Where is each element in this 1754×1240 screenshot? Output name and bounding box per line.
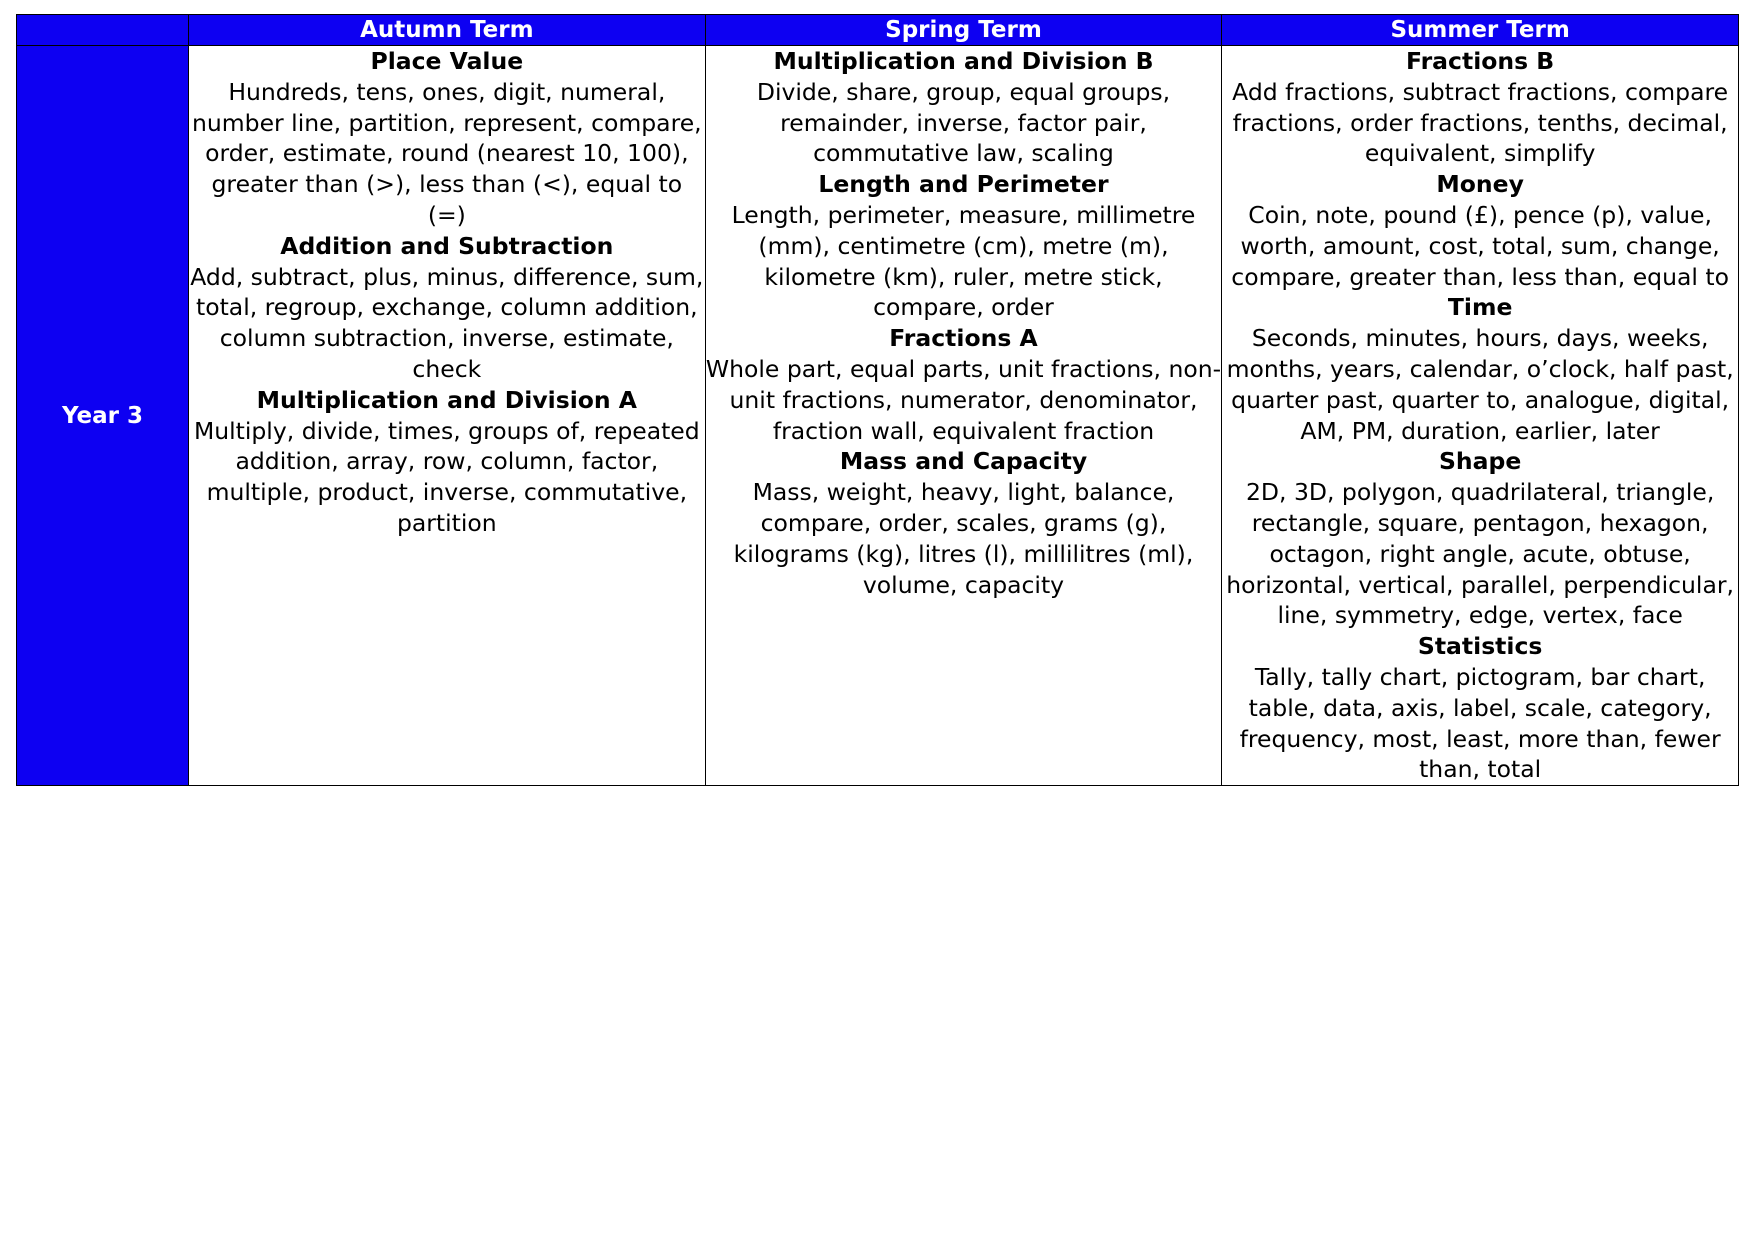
summer-term-cell bbox=[1222, 46, 1739, 786]
autumn-term-header: Autumn Term bbox=[189, 15, 706, 46]
topic-words: Divide, share, group, equal groups, remainder, inverse, factor pair, commutative law, scaling bbox=[756, 77, 1171, 168]
topic-words: Add fractions, subtract fractions, compare fractions, order fractions, tenths, decimal, equivalent, simplify bbox=[1232, 77, 1729, 168]
topic-words: Tally, tally chart, pictogram, bar chart, table, data, axis, label, scale, category, frequency, most, least, more than, fewer than, total bbox=[1239, 662, 1721, 784]
topic-title: Fractions A bbox=[889, 324, 1038, 353]
topic-words: 2D, 3D, polygon, quadrilateral, triangle, rectangle, square, pentagon, hexagon, octagon, right angle, acute, obtuse, horizontal, vertical, parallel, perpendicular, line, symmetry, edge, vertex, face bbox=[1226, 478, 1734, 630]
spring-term-cell bbox=[705, 46, 1222, 786]
term-header-row bbox=[17, 15, 1739, 46]
topic-words: Coin, note, pound (£), pence (p), value, worth, amount, cost, total, sum, change, compare, greater than, less than, equal to bbox=[1231, 200, 1729, 291]
topic-title: Time bbox=[1447, 293, 1513, 322]
topic-words: Whole part, equal parts, unit fractions, non-unit fractions, numerator, denominator, fraction wall, equivalent fraction bbox=[705, 354, 1222, 445]
topic-title: Shape bbox=[1439, 447, 1522, 476]
spring-term-header: Spring Term bbox=[705, 15, 1222, 46]
autumn-term-cell bbox=[189, 46, 706, 786]
topic-words: Mass, weight, heavy, light, balance, compare, order, scales, grams (g), kilograms (kg), litres (l), millilitres (ml), volume, capacity bbox=[733, 478, 1194, 599]
topic-title: Length and Perimeter bbox=[818, 170, 1109, 199]
topic-words: Seconds, minutes, hours, days, weeks, months, years, calendar, o’clock, half past, quarter past, quarter to, analogue, digital, AM, PM, duration, earlier, later bbox=[1226, 324, 1734, 445]
topic-words: Length, perimeter, measure, millimetre (mm), centimetre (cm), metre (m), kilometre (km), ruler, metre stick, compare, order bbox=[731, 200, 1196, 322]
topic-words: Add, subtract, plus, minus, difference, sum, total, regroup, exchange, column addition, column subtraction, inverse, estimate, check bbox=[190, 262, 704, 383]
topic-title: Mass and Capacity bbox=[839, 447, 1088, 476]
year-label: Year 3 bbox=[17, 46, 189, 786]
topic-words: Multiply, divide, times, groups of, repeated addition, array, row, column, factor, multiple, product, inverse, commutative, partition bbox=[193, 416, 700, 537]
topic-title: Fractions B bbox=[1406, 47, 1555, 75]
vocabulary-table bbox=[16, 14, 1739, 786]
topic-title: Statistics bbox=[1417, 632, 1543, 661]
topic-title: Addition and Subtraction bbox=[280, 231, 614, 260]
year-row bbox=[17, 46, 1739, 786]
summer-term-header: Summer Term bbox=[1222, 15, 1739, 46]
topic-title: Money bbox=[1436, 170, 1524, 199]
topic-title: Place Value bbox=[370, 47, 524, 75]
topic-title: Multiplication and Division B bbox=[773, 47, 1154, 75]
topic-words: Hundreds, tens, ones, digit, numeral, number line, partition, represent, compare, order, estimate, round (nearest 10, 100), greater than (>), less than (<), equal to (=) bbox=[191, 77, 702, 229]
topic-title: Multiplication and Division A bbox=[256, 385, 637, 414]
header-corner-cell bbox=[17, 15, 189, 46]
